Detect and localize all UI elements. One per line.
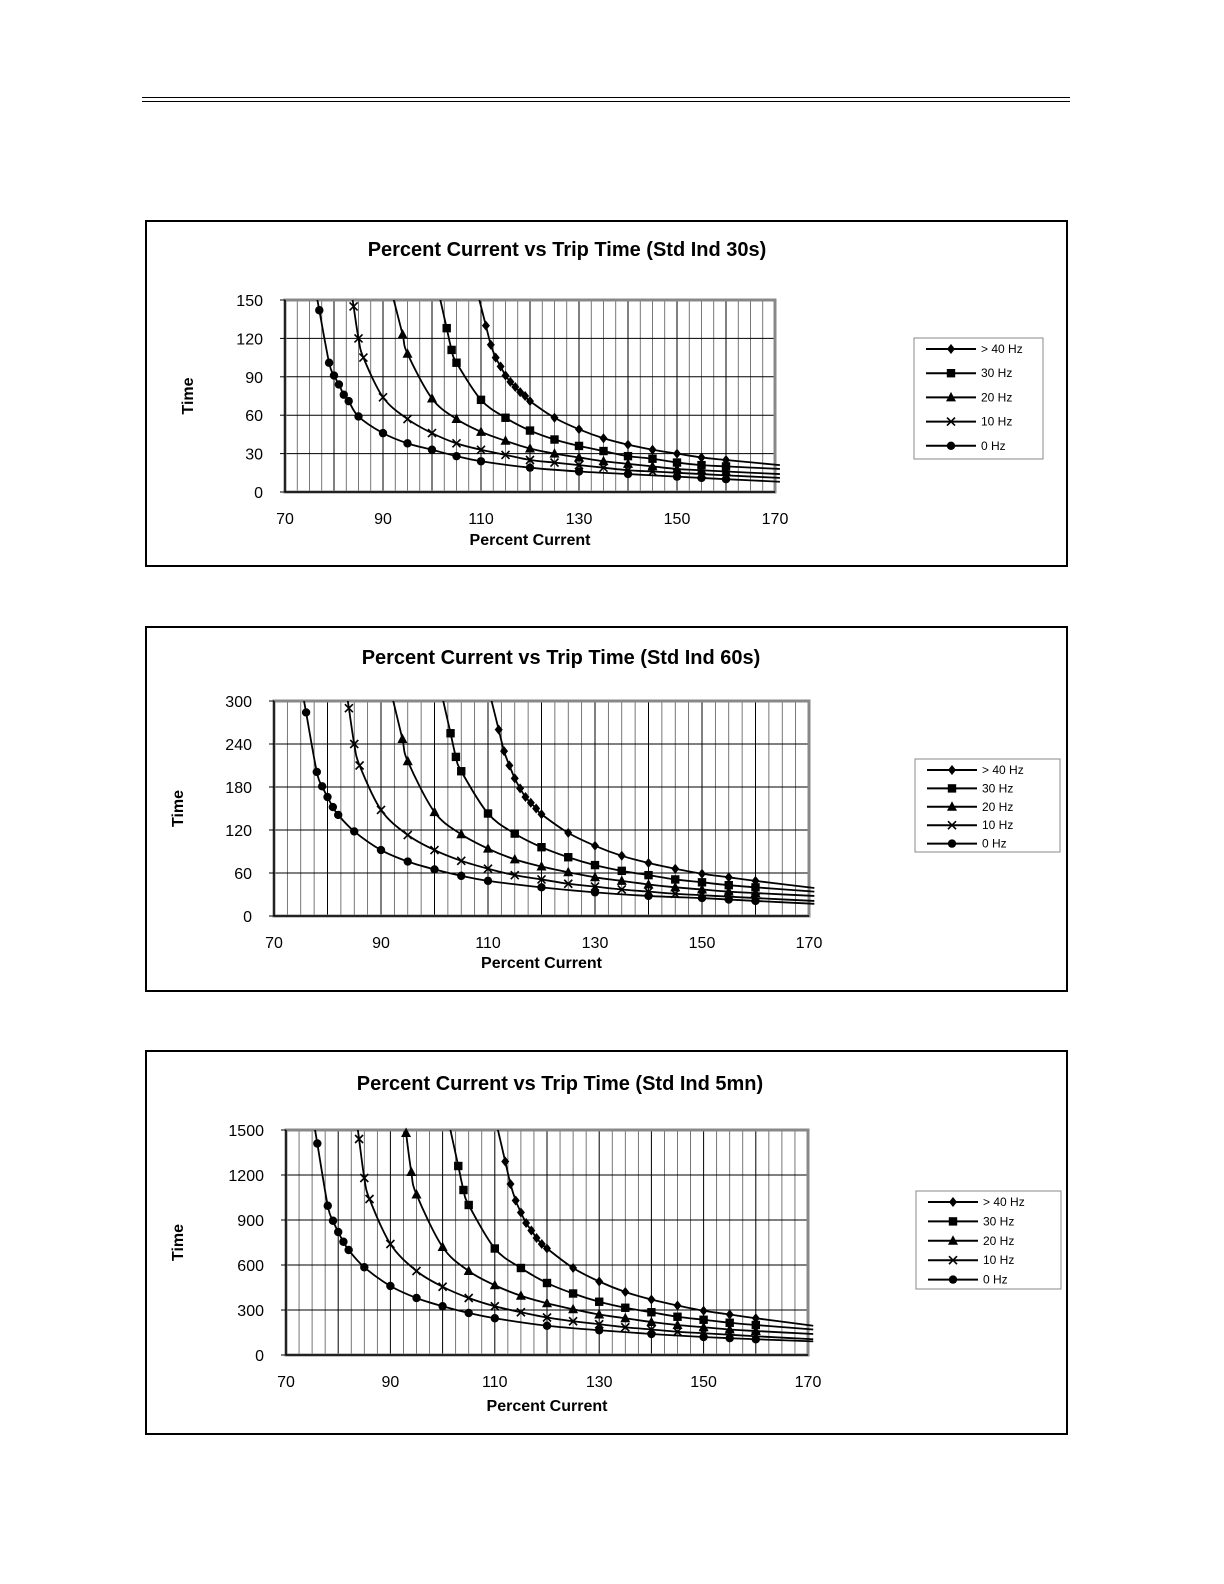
legend-label: 0 Hz (981, 438, 1006, 453)
data-point-circle (330, 371, 338, 379)
data-point-square (526, 426, 534, 434)
data-point-square (491, 1244, 499, 1252)
data-point-circle (329, 1217, 337, 1225)
data-point-circle (595, 1326, 603, 1334)
legend-label: 20 Hz (983, 1233, 1015, 1248)
data-point-circle (698, 894, 706, 902)
x-tick-label: 70 (265, 935, 283, 952)
data-point-circle (624, 470, 632, 478)
data-point-circle (325, 359, 333, 367)
data-point-circle (428, 446, 436, 454)
data-point-circle (543, 1322, 551, 1330)
y-axis-title: Time (170, 1223, 187, 1262)
x-tick-label: 90 (381, 1374, 400, 1391)
y-tick-label: 0 (243, 909, 252, 926)
y-tick-label: 60 (234, 866, 252, 883)
y-tick-label: 300 (225, 694, 252, 711)
y-tick-label: 600 (237, 1258, 264, 1275)
header-rule-top (142, 97, 1070, 98)
chart-title: Percent Current vs Trip Time (Std Ind 5mn) (356, 1073, 764, 1095)
data-point-circle (313, 768, 321, 776)
data-point-circle (339, 1238, 347, 1246)
data-point-square (647, 1308, 655, 1316)
data-point-square (459, 1186, 467, 1194)
legend-label: > 40 Hz (981, 342, 1023, 356)
x-tick-label: 150 (690, 1374, 717, 1391)
data-point-circle (452, 452, 460, 460)
data-point-circle (591, 888, 599, 896)
data-point-circle (484, 877, 492, 885)
legend-label: 30 Hz (981, 366, 1013, 381)
data-point-circle (477, 457, 485, 465)
data-point-circle (403, 439, 411, 447)
data-point-square (621, 1304, 629, 1312)
x-axis-title: Percent Current (486, 1398, 608, 1415)
legend-label: 10 Hz (983, 1253, 1015, 1268)
chart-std-ind-30s (147, 222, 1066, 565)
chart-std-ind-5mn (147, 1052, 1066, 1433)
data-point-square (644, 871, 652, 879)
legend-marker-circle (947, 442, 955, 450)
legend-label: 30 Hz (983, 1214, 1015, 1229)
data-point-circle (722, 475, 730, 483)
data-point-square (484, 809, 492, 817)
x-tick-label: 130 (565, 511, 593, 528)
data-point-circle (344, 1246, 352, 1254)
data-point-circle (726, 1334, 734, 1342)
x-tick-label: 110 (475, 935, 501, 952)
legend-box (914, 338, 1043, 459)
data-point-square (517, 1264, 525, 1272)
y-tick-label: 1500 (228, 1123, 264, 1140)
data-point-circle (644, 892, 652, 900)
data-point-square (569, 1289, 577, 1297)
y-tick-label: 90 (245, 369, 263, 387)
y-tick-label: 120 (236, 331, 263, 349)
x-tick-label: 90 (374, 511, 392, 528)
legend-marker-square (948, 784, 956, 792)
data-point-circle (318, 782, 326, 790)
data-point-square (452, 359, 460, 367)
y-tick-label: 180 (225, 780, 252, 797)
data-point-square (575, 442, 583, 450)
data-point-circle (386, 1282, 394, 1290)
data-point-square (543, 1279, 551, 1287)
x-tick-label: 150 (688, 935, 716, 952)
x-tick-label: 130 (581, 935, 609, 952)
x-tick-label: 170 (795, 935, 823, 952)
y-tick-label: 1200 (228, 1168, 264, 1185)
x-axis-title: Percent Current (481, 955, 602, 972)
data-point-circle (404, 857, 412, 865)
header-rule-bottom (142, 101, 1070, 102)
x-tick-label: 170 (794, 1374, 822, 1391)
x-tick-label: 130 (585, 1374, 613, 1391)
legend-label: 0 Hz (983, 1272, 1008, 1287)
x-tick-label: 70 (277, 1374, 295, 1391)
legend-marker-square (949, 1217, 957, 1225)
legend-label: > 40 Hz (982, 763, 1024, 777)
data-point-circle (438, 1302, 446, 1310)
data-point-circle (350, 827, 358, 835)
data-point-circle (302, 708, 310, 716)
data-point-circle (335, 380, 343, 388)
data-point-square (501, 414, 509, 422)
data-point-circle (647, 1330, 655, 1338)
data-point-square (457, 767, 465, 775)
legend-label: 20 Hz (981, 390, 1013, 405)
x-tick-label: 70 (276, 511, 294, 528)
legend (914, 338, 1043, 459)
data-point-square (618, 867, 626, 875)
y-tick-label: 0 (255, 1348, 264, 1365)
y-tick-label: 900 (237, 1213, 264, 1230)
data-point-circle (334, 811, 342, 819)
data-point-square (465, 1201, 473, 1209)
legend (916, 1191, 1061, 1289)
data-point-circle (315, 306, 323, 314)
chart-title: Percent Current vs Trip Time (Std Ind 60s) (361, 647, 761, 669)
legend-label: 0 Hz (982, 836, 1007, 851)
y-tick-label: 300 (237, 1303, 264, 1320)
data-point-circle (377, 846, 385, 854)
legend-label: 20 Hz (982, 799, 1014, 814)
data-point-square (454, 1162, 462, 1170)
x-tick-label: 150 (663, 511, 691, 528)
chart-panel-std-ind-5mn (145, 1050, 1068, 1435)
data-point-square (591, 861, 599, 869)
legend-label: 30 Hz (982, 781, 1014, 796)
data-point-square (595, 1298, 603, 1306)
data-point-circle (334, 1228, 342, 1236)
data-point-circle (313, 1139, 321, 1147)
data-point-circle (465, 1309, 473, 1317)
x-tick-label: 110 (468, 511, 494, 528)
y-tick-label: 60 (245, 408, 263, 426)
data-point-circle (412, 1294, 420, 1302)
data-point-circle (379, 429, 387, 437)
y-tick-label: 30 (245, 446, 263, 464)
data-point-square (452, 753, 460, 761)
y-tick-label: 240 (225, 737, 252, 754)
y-tick-label: 120 (225, 823, 252, 840)
legend-marker-circle (948, 839, 956, 847)
data-point-circle (360, 1263, 368, 1271)
data-point-circle (699, 1333, 707, 1341)
x-axis-title: Percent Current (469, 532, 591, 549)
x-tick-label: 90 (372, 935, 390, 952)
data-point-square (443, 324, 451, 332)
data-point-square (550, 435, 558, 443)
data-point-circle (354, 412, 362, 420)
data-point-circle (575, 467, 583, 475)
data-point-square (511, 829, 519, 837)
legend-label: 10 Hz (981, 414, 1013, 429)
data-point-circle (329, 803, 337, 811)
y-axis-title: Time (170, 789, 187, 828)
data-point-circle (725, 895, 733, 903)
data-point-square (446, 729, 454, 737)
legend-marker-square (947, 369, 955, 377)
chart-std-ind-60s (147, 628, 1066, 990)
legend-label: 10 Hz (982, 818, 1014, 833)
chart-panel-std-ind-60s (145, 626, 1068, 992)
y-tick-label: 150 (236, 293, 263, 310)
data-point-circle (752, 1335, 760, 1343)
data-point-circle (345, 397, 353, 405)
data-point-circle (537, 883, 545, 891)
data-point-circle (751, 897, 759, 905)
legend-label: > 40 Hz (983, 1195, 1025, 1209)
data-point-square (599, 447, 607, 455)
data-point-square (564, 853, 572, 861)
data-point-circle (323, 793, 331, 801)
x-tick-label: 110 (482, 1374, 508, 1391)
y-tick-label: 0 (254, 485, 263, 502)
data-point-square (447, 346, 455, 354)
data-point-circle (526, 463, 534, 471)
x-tick-label: 170 (761, 511, 789, 528)
data-point-circle (430, 865, 438, 873)
legend-marker-circle (949, 1275, 957, 1283)
data-point-circle (491, 1314, 499, 1322)
chart-title: Percent Current vs Trip Time (Std Ind 30s) (367, 239, 767, 261)
data-point-circle (457, 872, 465, 880)
y-axis-title: Time (180, 377, 197, 415)
legend (915, 759, 1060, 852)
data-point-square (477, 396, 485, 404)
data-point-square (537, 843, 545, 851)
data-point-circle (324, 1202, 332, 1210)
chart-panel-std-ind-30s (145, 220, 1068, 567)
data-point-circle (673, 472, 681, 480)
data-point-circle (697, 474, 705, 482)
